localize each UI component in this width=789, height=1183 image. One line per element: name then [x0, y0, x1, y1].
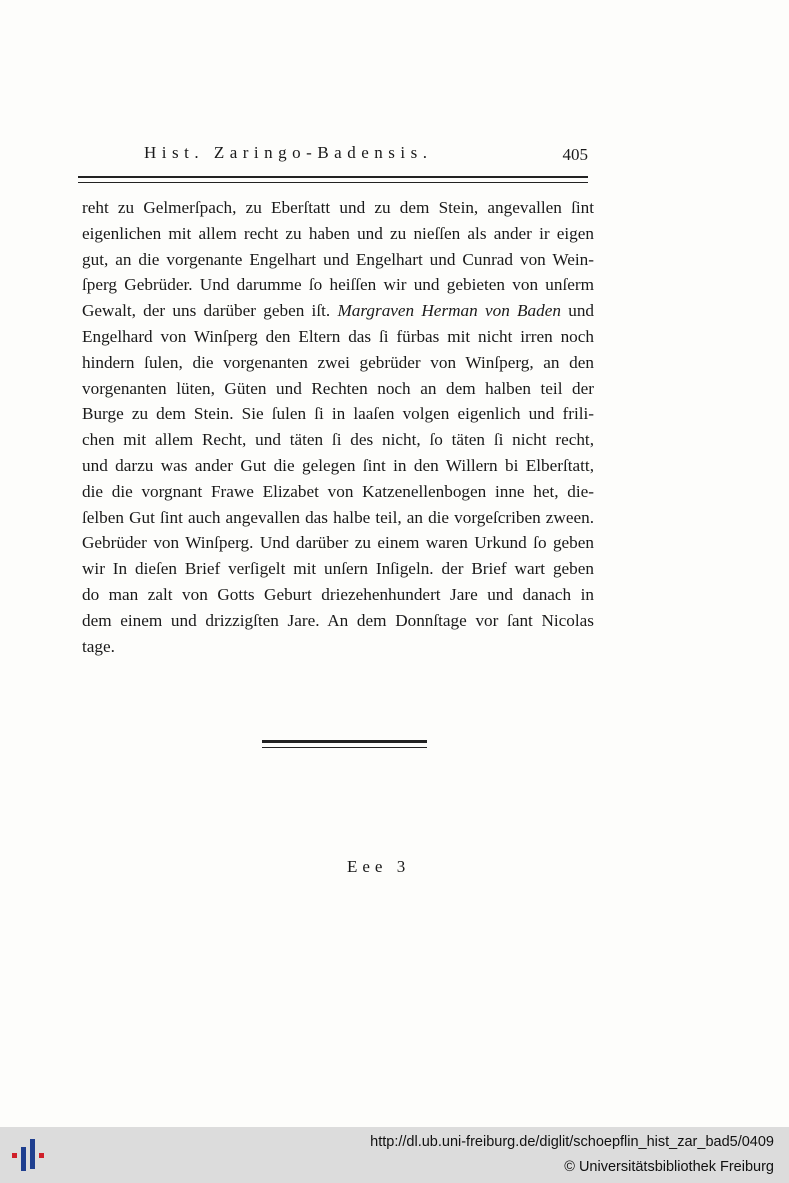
signature-mark: Eee 3	[347, 857, 411, 876]
text-line: reht zu Gelmerſpach, zu Eberſtatt und zu dem Stein, angevallen ſint	[82, 198, 594, 217]
closing-rule	[262, 740, 427, 748]
italic-name: Margraven Herman von Baden	[337, 301, 561, 321]
text-line: Engelhard von Winſperg den Eltern das ſi fürbas mit nicht irren noch	[82, 326, 594, 346]
page-header	[80, 143, 590, 169]
text-line: und darzu was ander Gut die gelegen ſint in den Willern bi Elberſtatt,	[82, 455, 594, 475]
text-line-with-italic	[82, 298, 594, 324]
text-segment: Gewalt, der uns darüber geben iſt.	[82, 301, 331, 321]
source-url-link[interactable]: http://dl.ub.uni-freiburg.de/diglit/schoepflin_hist_zar_bad5/0409	[370, 1134, 774, 1150]
text-line: ſperg Gebrüder. Und darumme ſo heiſſen wir und gebieten von unſerm	[82, 275, 594, 295]
text-segment: und	[568, 301, 595, 321]
page-number: 405	[562, 145, 588, 164]
text-line: Burge zu dem Stein. Sie ſulen ſi in laaſen volgen eigenlich und frili-	[82, 404, 594, 424]
text-line: ſelben Gut ſint auch angevallen das halbe teil, an die vorgeſcriben zween.	[82, 507, 594, 527]
text-line: gut, an die vorgenante Engelhart und Engelhart und Cunrad von Wein-	[82, 249, 594, 269]
text-line: tage.	[82, 636, 115, 656]
footer-bar	[0, 1127, 789, 1183]
copyright-text: © Universitätsbibliothek Freiburg	[564, 1159, 774, 1175]
text-line: wir In dieſen Brief verſigelt mit unſern Inſigeln. der Brief wart geben	[82, 559, 594, 579]
text-line: dem einem und drizzigſten Jare. An dem Donnſtage vor ſant Nicolas	[82, 610, 594, 630]
header-rule	[78, 176, 588, 183]
text-line: vorgenanten lüten, Güten und Rechten noch an dem halben teil der	[82, 378, 594, 398]
text-line: eigenlichen mit allem recht zu haben und zu nieſſen als ander ir eigen	[82, 223, 594, 243]
text-line: chen mit allem Recht, und täten ſi des nicht, ſo täten ſi nicht recht,	[82, 430, 594, 450]
text-line: Gebrüder von Winſperg. Und darüber zu einem waren Urkund ſo geben	[82, 533, 594, 553]
running-title: Hist. Zaringo-Badensis.	[144, 143, 433, 162]
text-line: die die vorgnant Frawe Elizabet von Katzenellenbogen inne het, die-	[82, 481, 594, 501]
library-logo-icon	[8, 1135, 50, 1177]
text-line: hindern ſulen, die vorgenanten zwei gebrüder von Winſperg, an den	[82, 352, 594, 372]
body-text	[82, 195, 594, 659]
text-line: do man zalt von Gotts Geburt driezehenhundert Jare und danach in	[82, 584, 594, 604]
